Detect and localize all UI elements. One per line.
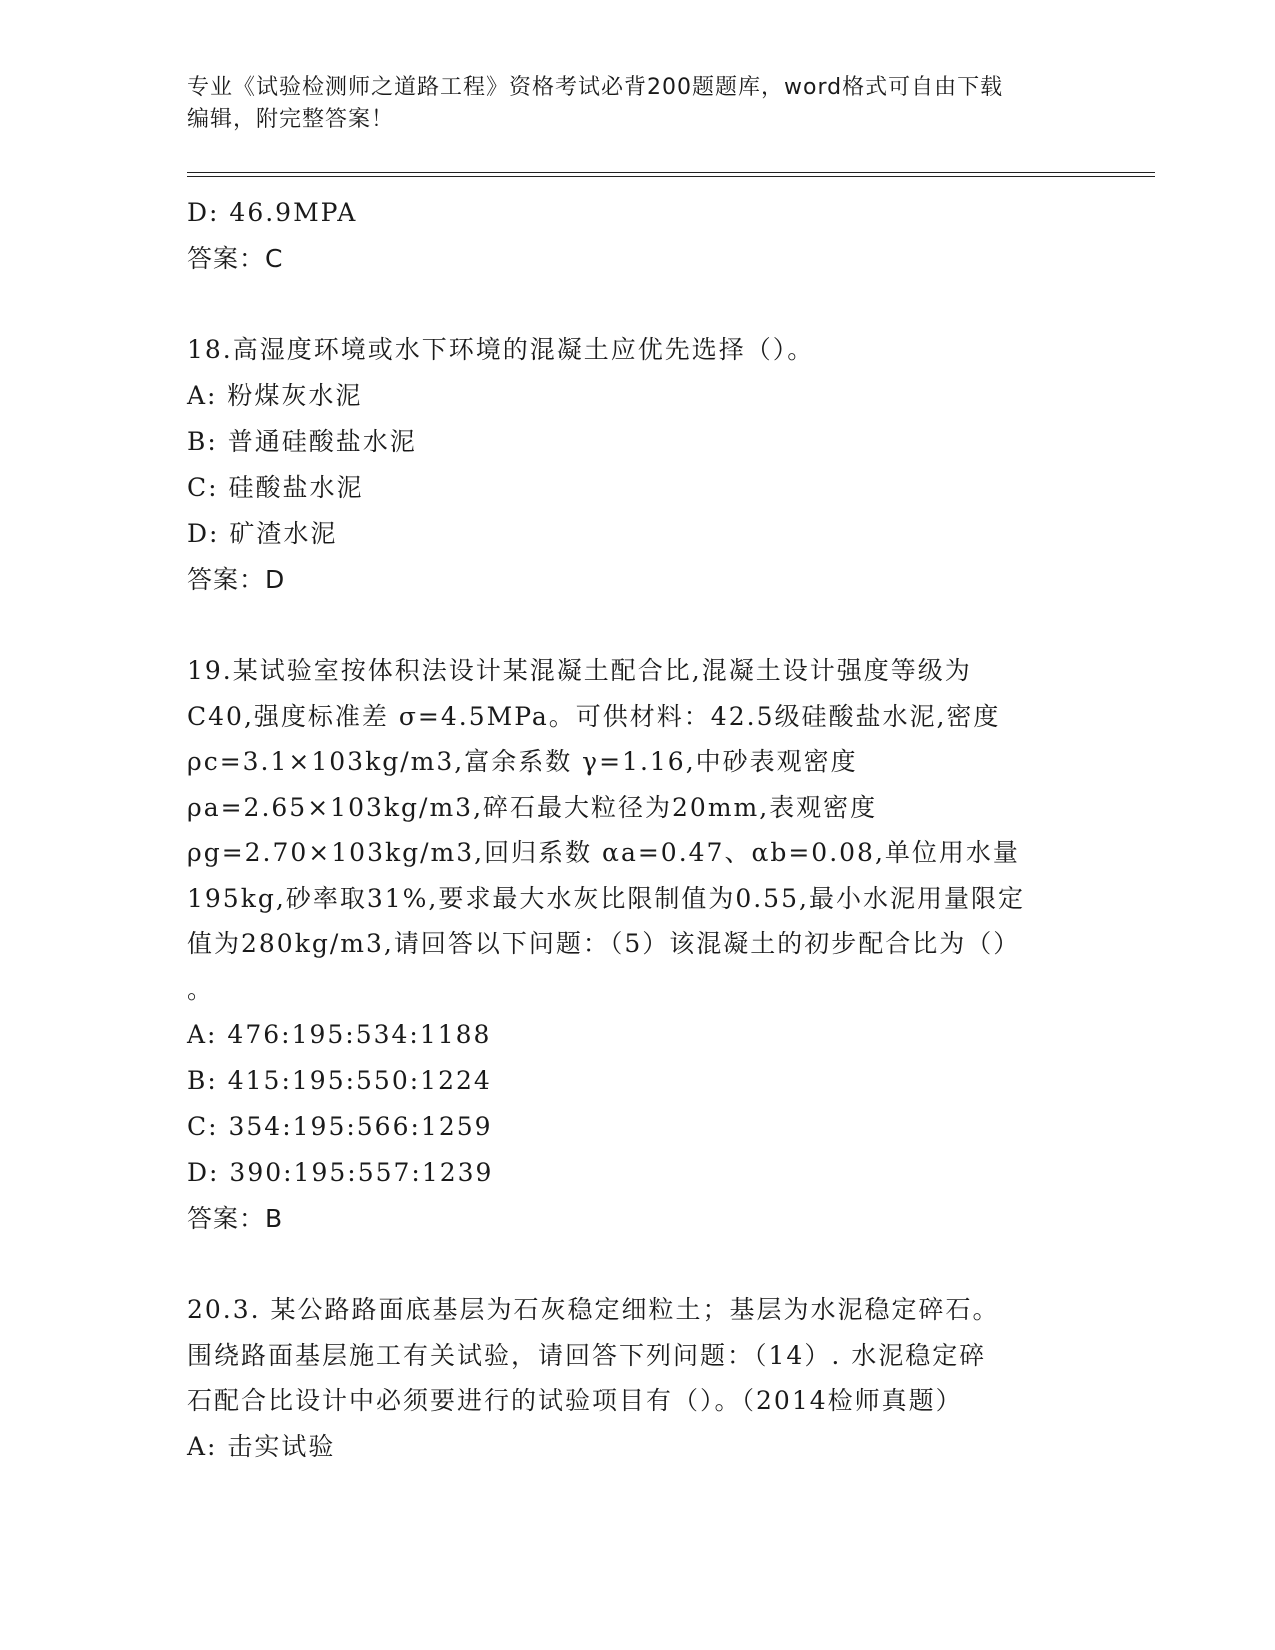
document-body (187, 190, 1077, 1470)
question-18-option-b: B: 普通硅酸盐水泥 (187, 427, 417, 456)
spacer (187, 1242, 1077, 1287)
question-19-stem-line: ρg=2.70×103kg/m3,回归系数 αa=0.47、αb=0.08,单位用水量 (187, 838, 1020, 867)
question-19-answer: 答案：B (187, 1204, 284, 1233)
question-18-answer: 答案：D (187, 565, 286, 594)
question-20-option-a: A: 击实试验 (187, 1431, 336, 1461)
prev-question-option-d: D: 46.9MPA (187, 198, 358, 227)
page-header (187, 72, 1067, 136)
spacer (187, 282, 1077, 327)
header-divider-bottom (187, 176, 1155, 177)
header-title-line-1: 专业《试验检测师之道路工程》资格考试必背200题题库，word格式可自由下载 (187, 75, 1004, 100)
question-20-stem-line: 石配合比设计中必须要进行的试验项目有（）。（2014检师真题） (187, 1386, 963, 1415)
question-20-stem-line: 围绕路面基层施工有关试验，请回答下列问题：（14）. 水泥稳定碎 (187, 1340, 987, 1370)
prev-question-answer: 答案：C (187, 244, 284, 273)
spacer (187, 603, 1077, 648)
question-19-stem-line: C40,强度标准差 σ=4.5MPa。可供材料：42.5级硅酸盐水泥,密度 (187, 701, 1001, 731)
question-19-option-d: D: 390:195:557:1239 (187, 1158, 494, 1187)
question-18-stem: 18.高湿度环境或水下环境的混凝土应优先选择（）。 (187, 335, 815, 364)
question-18-option-d: D: 矿渣水泥 (187, 519, 338, 548)
question-19-option-a: A: 476:195:534:1188 (187, 1020, 492, 1049)
question-20 (187, 1287, 1077, 1470)
question-19-option-b: B: 415:195:550:1224 (187, 1066, 492, 1095)
question-19-stem-line: ρa=2.65×103kg/m3,碎石最大粒径为20mm,表观密度 (187, 792, 878, 822)
question-19-stem-line: 19.某试验室按体积法设计某混凝土配合比,混凝土设计强度等级为 (187, 656, 972, 685)
question-19-stem-line: 。 (187, 974, 215, 1004)
question-19-stem-line: ρc=3.1×103kg/m3,富余系数 γ=1.16,中砂表观密度 (187, 747, 858, 776)
question-19-stem-line: 195kg,砂率取31%,要求最大水灰比限制值为0.55,最小水泥用量限定 (187, 883, 1025, 913)
question-18-option-c: C: 硅酸盐水泥 (187, 473, 364, 502)
question-18 (187, 327, 1077, 603)
question-18-option-a: A: 粉煤灰水泥 (187, 381, 363, 410)
question-19-option-c: C: 354:195:566:1259 (187, 1112, 493, 1141)
question-19 (187, 648, 1077, 1242)
header-title-line-2: 编辑，附完整答案！ (187, 107, 395, 132)
question-19-stem-line: 值为280kg/m3,请回答以下问题：（5）该混凝土的初步配合比为（） (187, 929, 1021, 958)
question-20-stem-line: 20.3. 某公路路面底基层为石灰稳定细粒土；基层为水泥稳定碎石。 (187, 1295, 1000, 1324)
header-divider-top (187, 172, 1155, 173)
